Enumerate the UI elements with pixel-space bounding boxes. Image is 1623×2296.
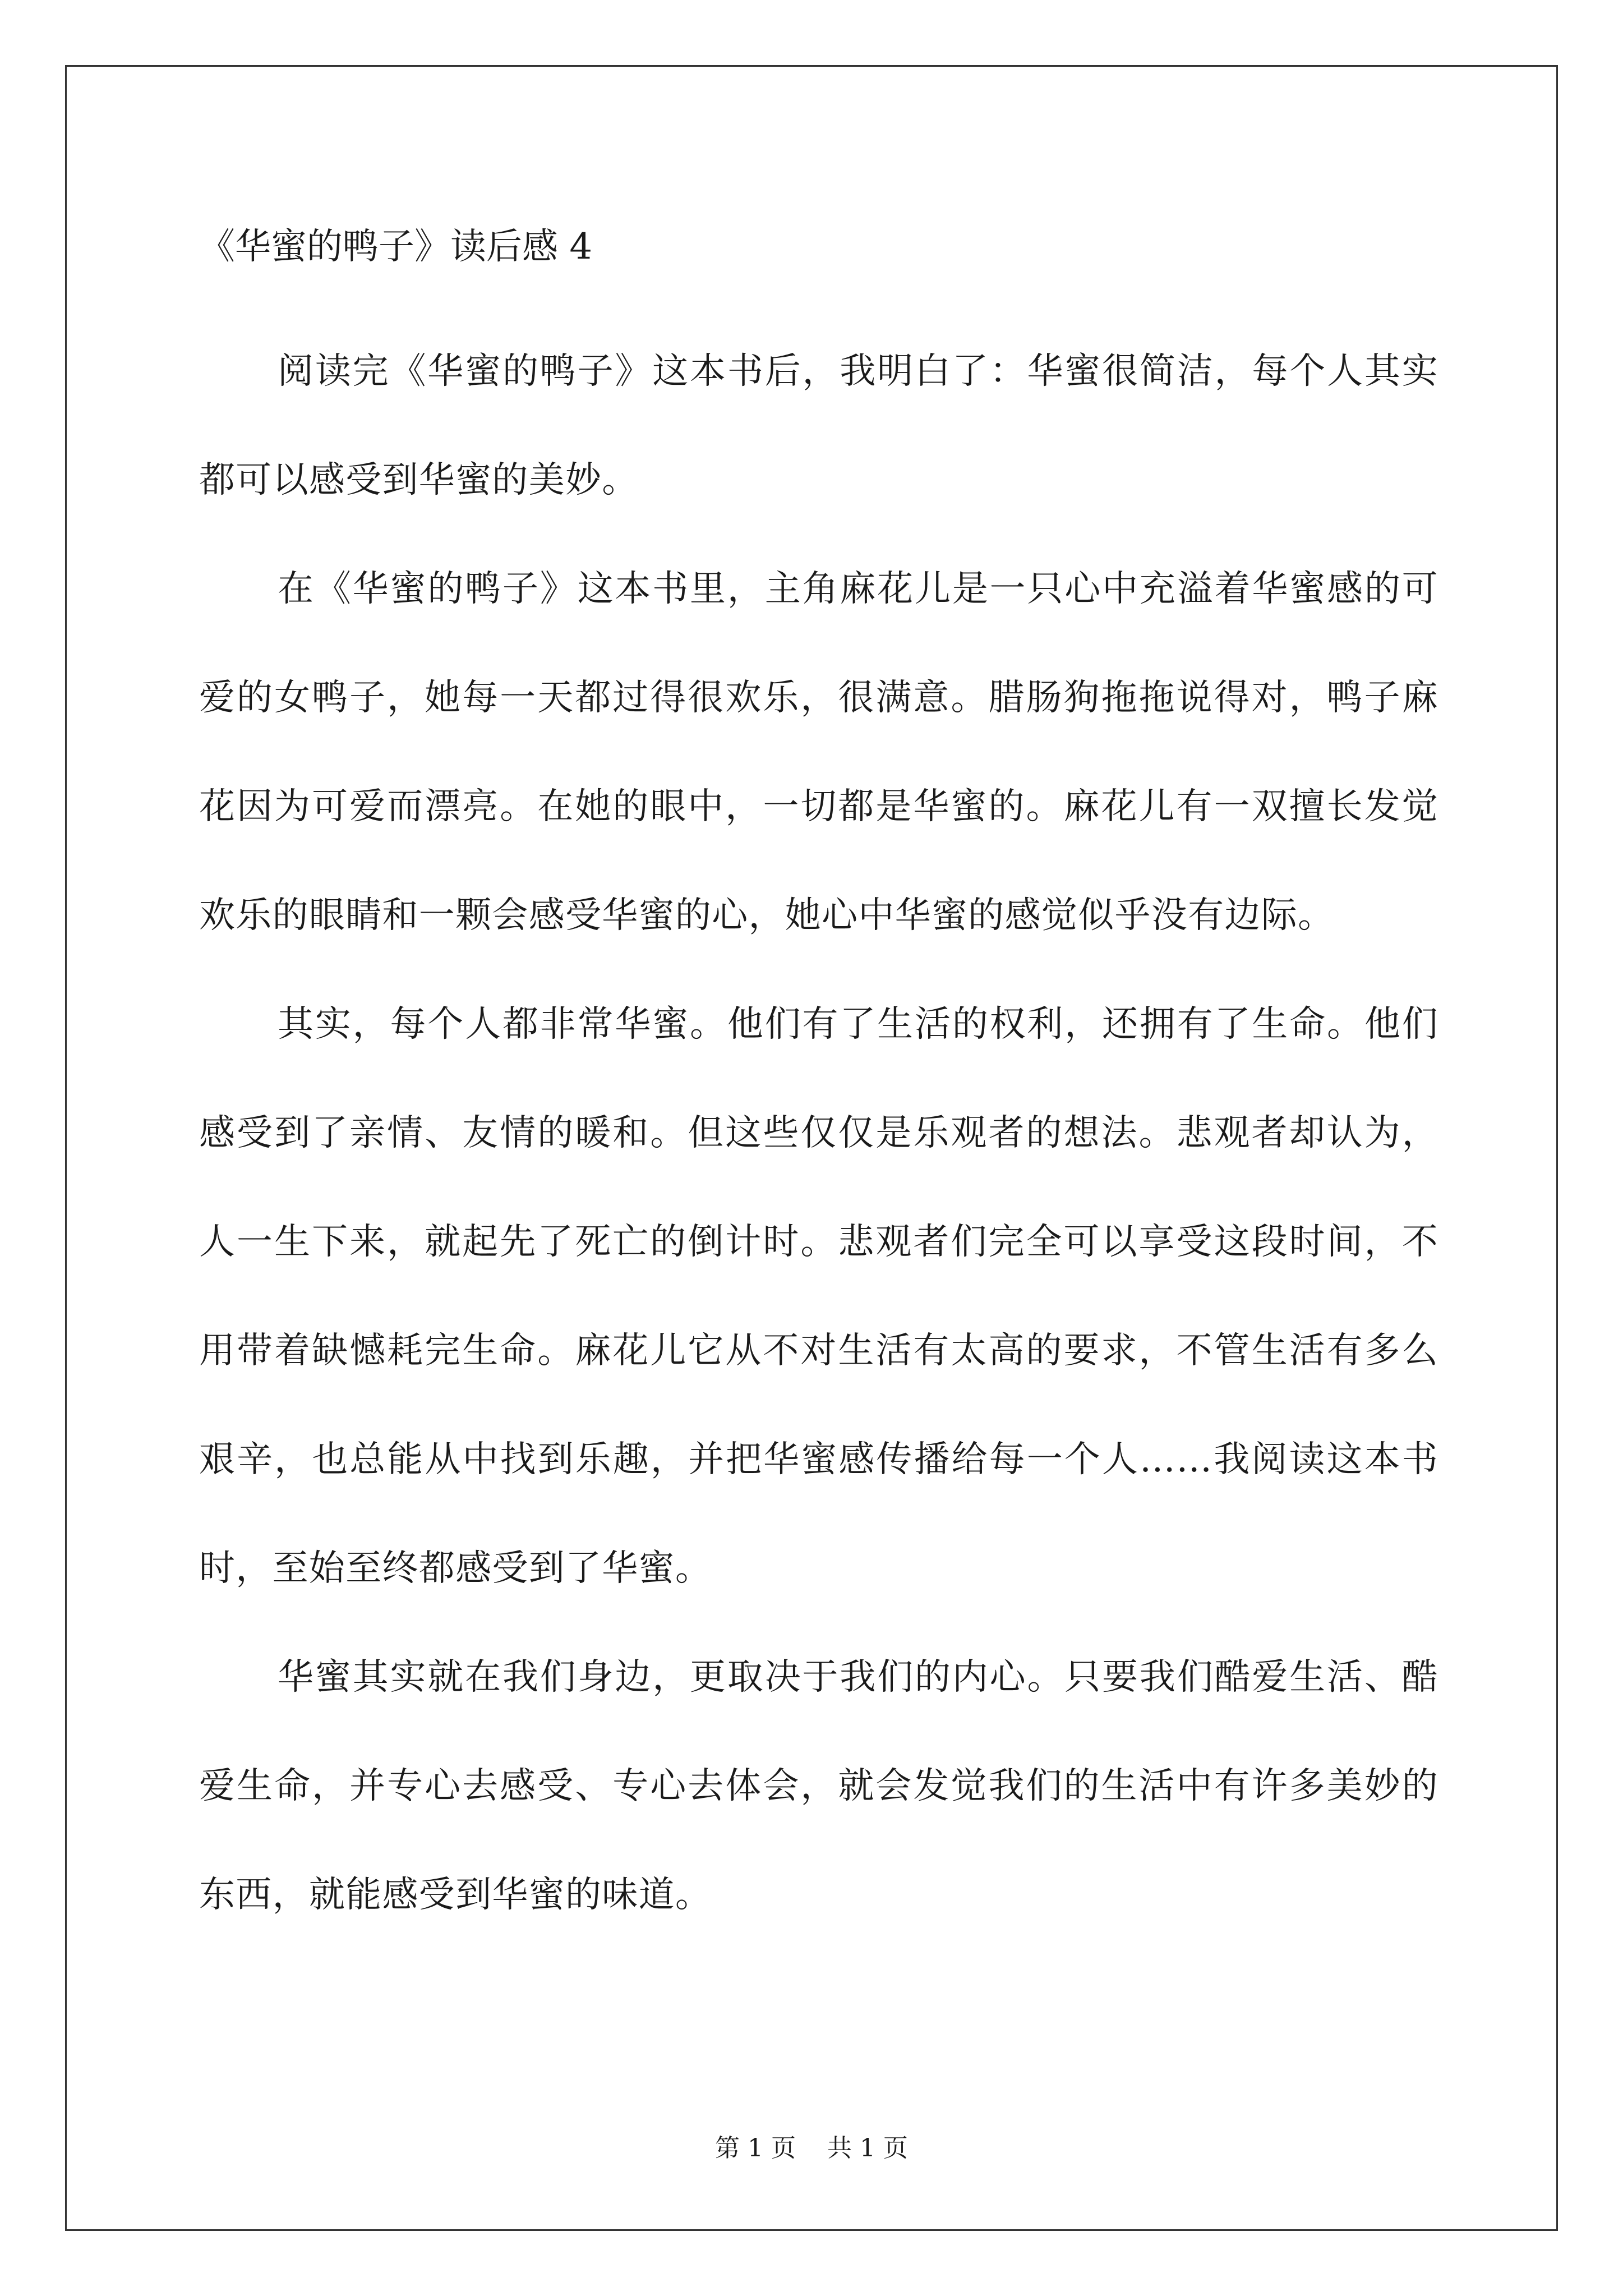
document-body [199,218,1438,1949]
page-number-footer: 第 1 页 共 1 页 [715,2134,908,2162]
document-title: 《华蜜的鸭子》读后感 4 [199,226,593,268]
paragraph-3: 其实，每个人都非常华蜜。他们有了生活的权利，还拥有了生命。他们感受到了亲情、友情的暖和。但这些仅仅是乐观者的想法。悲观者却认为，人一生下来，就起先了死亡的倒计时。悲观者们完全可以享受这段时间，不用带着缺憾耗完生命。麻花儿它从不对生活有太高的要求，不管生活有多么艰辛，也总能从中找到乐趣，并把华蜜感传播给每一个人……我阅读这本书时，至始至终都感受到了华蜜。 [199,1004,1438,1589]
paragraph-1: 阅读完《华蜜的鸭子》这本书后，我明白了：华蜜很简洁，每个人其实都可以感受到华蜜的美妙。 [199,351,1438,501]
paragraph-4: 华蜜其实就在我们身边，更取决于我们的内心。只要我们酷爱生活、酷爱生命，并专心去感受、专心去体会，就会发觉我们的生活中有许多美妙的东西，就能感受到华蜜的味道。 [199,1657,1438,1916]
paragraph-2: 在《华蜜的鸭子》这本书里，主角麻花儿是一只心中充溢着华蜜感的可爱的女鸭子，她每一天都过得很欢乐，很满意。腊肠狗拖拖说得对，鸭子麻花因为可爱而漂亮。在她的眼中，一切都是华蜜的。麻花儿有一双擅长发觉欢乐的眼睛和一颗会感受华蜜的心，她心中华蜜的感觉似乎没有边际。 [199,568,1438,936]
